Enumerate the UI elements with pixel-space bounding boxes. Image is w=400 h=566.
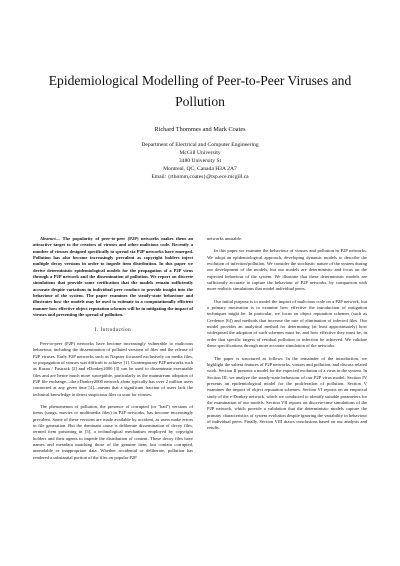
affiliation-block	[33, 141, 367, 181]
affiliation-email: Email: {rthomm,coates}@tsp.ece.mcgill.ca	[151, 174, 249, 181]
body-paragraph: The phenomenon of pollution, the presence of corrupted (or "bad") versions of items (songs, movies or multimedia files) in P2P networks, has become increasingly prevalent. Some of these versions are made available by accident, as users make errors in file generation. But the dominant cause is deliberate dissemination of decoy files, termed item poisoning in [5], a technological mechanism employed by copyright holders and their agents to impede the distribution of content. These decoy files have names and metadata matching those of the genuine item, but contain corrupted, unreadable or inappropriate data. Whether accidental or deliberate, pollution has rendered a substantial portion of the files on popular P2P	[33, 403, 193, 460]
affiliation-city: Montreal, QC, Canada H3A 2A7	[163, 166, 237, 173]
abstract-label: Abstract	[40, 236, 56, 241]
body-paragraph: networks unusable.	[207, 236, 243, 241]
body-paragraph: Peer-to-peer (P2P) networks have become increasingly vulnerable to malicious behaviour, including the dissemination of polluted versions of files and the release of P2P viruses. Early P2P networks such as Napster focussed exclusively on media files, so propagation of viruses was difficult to achieve [1]. Contemporary P2P networks such as Kazaa / Fastrack [2] and eDonkey2000 [3] can be used to disseminate executable files and are hence much more susceptible, particularly as the mainstream adoption of P2P file exchange—the eDonkey2000 network alone typically has over 2 million users connected at any given time [4]—means that a significant fraction of users lack the technical knowledge to detect suspicious files or scan for viruses.	[33, 340, 193, 397]
section-heading-introduction: I. Introduction	[94, 328, 132, 334]
two-column-body	[33, 236, 367, 467]
paper-title: Epidemiological Modelling of Peer-to-Peer Viruses and Pollution	[48, 73, 352, 109]
body-paragraph: The paper is structured as follows. In the remainder of the introduction, we highlight the salient features of P2P networks, viruses and pollution, and discuss related work. Section II presents a model for the expected evolution of a virus in the system. In Section III, we analyze the steady-state behaviour of our P2P virus model. Section IV presents an epidemiological model for the proliferation of pollution. Section V examines the impact of object reputation schemes. Section VI reports on an empirical study of the e-Donkey network, which we conducted to identify suitable parameters for the examination of our models. Section VII reports on discrete-time simulations of the P2P network, which provide a validation that the deterministic models capture the primary characteristics of system evolution despite ignoring the variability in behaviour of individual peers. Finally, Section VIII draws conclusions based on our analysis and results.	[207, 355, 367, 431]
abstract	[33, 236, 193, 318]
left-column	[33, 236, 193, 467]
affiliation-department: Department of Electrical and Computer Engineering	[141, 142, 259, 148]
affiliation-university: McGill University	[179, 150, 221, 157]
body-paragraph: In this paper we examine the behaviour of viruses and pollution in P2P networks. We adopt an epidemiological approach, developing dynamic models to describe the evolution of infection/pollution. We consider the stochastic nature of the system during our development of the models, but our models are deterministic and focus on the expected behaviour of the system. We illustrate that these deterministic models are sufficiently accurate to capture the behaviour of P2P networks, by comparison with more realistic simulations that model individual peers.	[207, 248, 367, 292]
affiliation-street: 3480 University St	[178, 158, 222, 165]
author-names: Richard Thommes and Mark Coates	[154, 126, 246, 133]
right-column	[207, 236, 367, 467]
abstract-text: — The popularity of peer-to-peer (P2P) networks makes them an attractive target to the creators of viruses and other malicious code. Recently a number of viruses designed specifically to spread via P2P networks have emerged. Pollution has also become increasingly prevalent as copyright holders inject multiple decoy versions in order to impede item distribution. In this paper we derive deterministic epidemiological models for the propagation of a P2P virus through a P2P network and the dissemination of pollution. We report on discrete simulations that provide some verification that the models remain sufficiently accurate despite variations in individual peer conduct to provide insight into the behaviour of the system. The paper examines the steady-state behaviour and illustrates how the models may be used to estimate in a computationally efficient manner how effective object reputation schemes will be in mitigating the impact of viruses and preventing the spread of pollution.	[33, 236, 193, 318]
body-paragraph: Our initial purpose is to model the impact of malicious code on a P2P network, but a primary motivation is to examine how effective the introduction of mitigation techniques might be. In particular, we focus on object reputation schemes (such as Credence [6]) and methods that increase the rate of elimination of infected files. Our model provides an analytical method for determining (at least approximately) how widespread the adoption of such schemes must be, and how effective they must be, in order that specific targets of residual pollution or infection be achieved. We validate these specifications through more accurate simulation of the networks.	[207, 298, 367, 349]
